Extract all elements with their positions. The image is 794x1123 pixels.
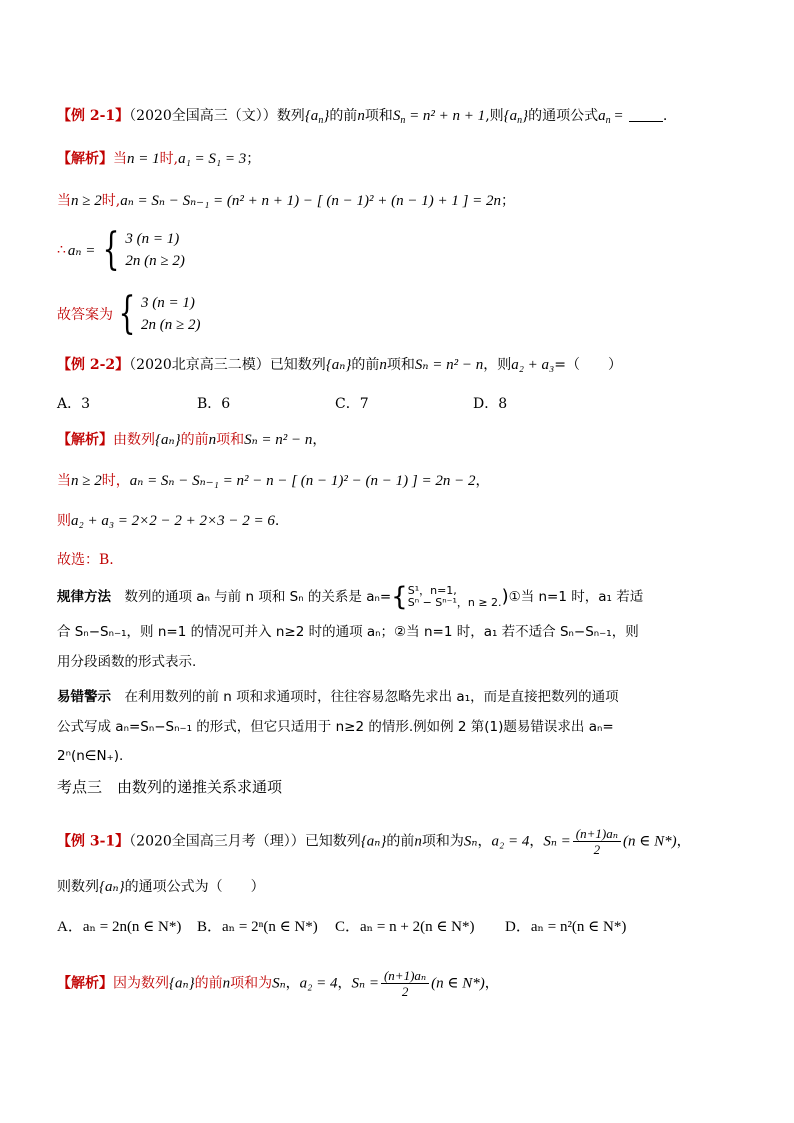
option-a[interactable]: A．3 [57,396,91,412]
option-b[interactable]: B．aₙ = 2ⁿ(n ∈ N*) [197,919,318,935]
solution-2-2-answer: 故选：B. [57,552,114,568]
rule-method-line-2: 合 Sₙ−Sₙ₋₁，则 n=1 的情况可并入 n≥2 时的通项 aₙ；②当 n=1 时，a₁ 若不适合 Sₙ−Sₙ₋₁，则 [57,624,639,640]
example-2-1: 【例 2-1】（2020全国高三（文））数列$\{a_n\}$的前n项和$S_n = n^2 + n + 1$,则$\{a_n\}$的通项公式$a_n$ = . [57,108,668,126]
option-d[interactable]: D．8 [473,396,508,412]
warning-line-1: 易错警示 在利用数列的前 n 项和求通项时，往往容易忽略先求出 a₁，而是直接把数列的通项 [57,689,619,705]
option-c[interactable]: C．aₙ = n + 2(n ∈ N*) [335,919,475,935]
rule-method-line-3: 用分段函数的形式表示. [57,654,197,670]
solution-tag: 【解析】 [57,151,113,167]
example-tag: 【例 2-2】 [57,357,130,373]
rule-label: 规律方法 [57,589,111,605]
example-source: （2020全国高三（文）） [129,108,277,124]
solution-2-1-cases: ∴ aₙ = { 3 (n = 1) 2n (n ≥ 2) [57,224,185,275]
solution-tag: 【解析】 [57,432,113,448]
solution-2-1-line-2: 当n ≥ 2时,aₙ = Sₙ − Sₙ₋₁ = (n² + n + 1) − [ (n − 1)² + (n − 1) + 1 ] = 2n； [57,193,516,209]
example-3-1-line-1: 【例 3-1】（2020全国高三月考（理））已知数列{aₙ}的前n项和为Sₙ，a₂ = 4，Sₙ = $\frac{\text{(n+1)aₙ}}{2}$ (n ∈ N*)， [57,826,691,857]
section-title: 考点三 由数列的递推关系求通项 [57,778,283,796]
rule-method-line-1: 规律方法 数列的通项 aₙ 与前 n 项和 Sₙ 的关系是 aₙ= { S¹，n=1, Sⁿ − Sⁿ⁻¹，n ≥ 2. ) ①当 n=1 时，a₁ 若适 [57,582,644,612]
left-brace-icon: { [102,224,120,275]
option-d[interactable]: D．aₙ = n²(n ∈ N*) [505,919,627,935]
warning-label: 易错警示 [57,689,111,705]
left-brace-icon: { [118,288,136,339]
fraction: $\frac{\text{(n+1)aₙ}}{2}$ [573,826,621,857]
example-2-2: 【例 2-2】（2020北京高三二模）已知数列{aₙ}的前n项和Sₙ = n² − n，则a₂ + a₃=（ ） [57,357,623,373]
warning-line-3: 2ⁿ(n∈N₊). [57,748,124,764]
fraction: $\frac{\text{(n+1)aₙ}}{2}$ [381,968,429,999]
example-tag: 【例 3-1】 [57,833,130,850]
solution-2-2-line-2: 当n ≥ 2时，aₙ = Sₙ − Sₙ₋₁ = n² − n − [ (n − 1)² − (n − 1) ] = 2n − 2， [57,473,490,489]
warning-line-2: 公式写成 aₙ=Sₙ−Sₙ₋₁ 的形式，但它只适用于 n≥2 的情形.例如例 2 第(1)题易错误求出 aₙ= [57,719,614,735]
option-a[interactable]: A．aₙ = 2n(n ∈ N*) [57,919,182,935]
solution-tag: 【解析】 [57,975,113,992]
example-3-1-line-2: 则数列{aₙ}的通项公式为（ ） [57,879,265,895]
option-b[interactable]: B．6 [197,396,231,412]
answer-blank[interactable] [629,107,663,122]
option-c[interactable]: C．7 [335,396,369,412]
left-brace-icon: { [391,582,408,612]
solution-2-1-answer: 故答案为 { 3 (n = 1) 2n (n ≥ 2) [57,288,201,339]
example-tag: 【例 2-1】 [57,108,130,124]
solution-2-2-line-3: 则a₂ + a₃ = 2×2 − 2 + 2×3 − 2 = 6. [57,513,280,529]
solution-3-1-line-1: 【解析】因为数列{aₙ}的前n项和为Sₙ，a₂ = 4，Sₙ = $\frac{\text{(n+1)aₙ}}{2}$ (n ∈ N*)， [57,968,499,999]
solution-2-2-line-1: 【解析】由数列{aₙ}的前n项和Sₙ = n² − n， [57,432,327,448]
solution-2-1-line-1: 【解析】当n = 1时,a₁ = S₁ = 3； [57,151,261,167]
